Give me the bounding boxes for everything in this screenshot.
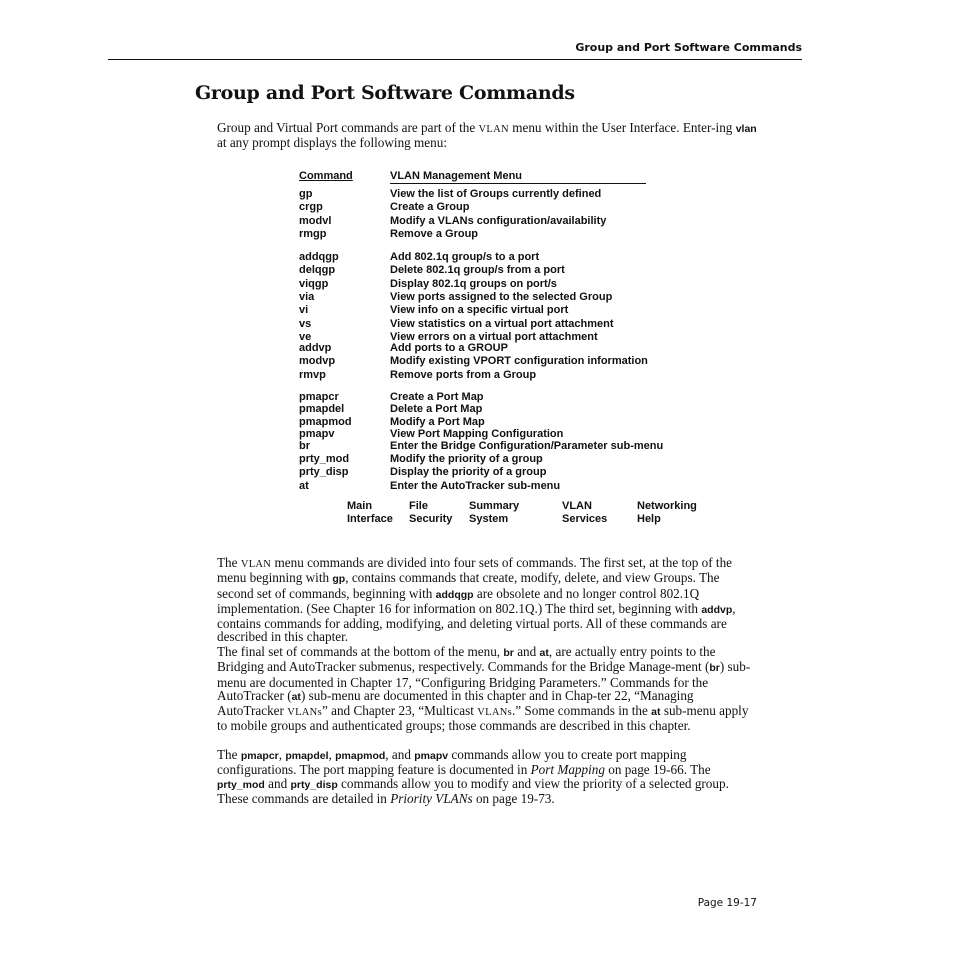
menu-description: Display the priority of a group [390,466,547,479]
bottom-menu-item [637,500,697,525]
menu-command: addvp [299,342,332,354]
cross-reference-priority-vlans: Priority VLANs [390,790,473,806]
bottom-menu-label: Networking [637,500,697,512]
text: on page 19-73. [475,790,555,806]
menu-description: View info on a specific virtual port [390,304,569,317]
menu-command: rmgp [299,227,327,240]
menu-description: Delete a Port Map [390,403,483,416]
bottom-menu-label: Services [562,512,608,525]
command-pmapcr: pmapcr [240,750,279,762]
text: and [268,775,288,791]
menu-command: via [299,290,315,303]
menu-command: modvl [299,214,332,227]
text: are obsolete and no longer control 802.1Q implementation. (See Chapter 16 for information on 802.1Q.) The third set, beginning with [217,585,700,616]
bottom-menu-label: Interface [347,512,393,525]
text: , contains commands for adding, modifying, and deleting virtual ports. All of these commands are described in this chapter. [217,600,736,645]
menu-description: Modify existing VPORT configuration information [390,355,648,368]
command-pmapdel: pmapdel [285,750,329,762]
command-gp: gp [332,573,346,586]
menu-description: View statistics on a virtual port attachment [390,317,614,330]
text: and [517,644,537,659]
menu-command: addqgp [299,251,339,263]
header-rule [108,59,802,60]
text: ) sub-menu are documented in this chapter and in Chap-ter 22, “Managing AutoTracker [217,687,694,719]
menu-command: viqgp [299,277,329,290]
text: sub-menu apply to mobile groups and authenticated groups; those commands are described in this chapter. [217,703,749,734]
menu-description: Add 802.1q group/s to a port [390,251,540,263]
menu-description: Remove a Group [390,227,479,240]
text: The [217,555,238,570]
text: The final set of commands at the bottom of the menu, [217,644,501,659]
text: Group and Virtual Port commands are part of the [217,120,476,135]
menu-description: View the list of Groups currently defined [390,188,602,200]
paragraph-submenus [217,645,757,733]
menu-description: Modify a Port Map [390,415,485,428]
menu-description: Modify a VLANs configuration/availability [390,214,607,227]
vlan-term: VLAN [478,124,509,135]
menu-description: Delete 802.1q group/s from a port [390,264,565,277]
command-prty-disp: prty_disp [290,778,338,791]
bottom-menu-label: System [469,512,509,525]
command-vlan: vlan [735,123,757,135]
menu-description: View ports assigned to the selected Group [390,290,613,303]
menu-command: ve [299,330,312,343]
command-br: br [709,662,720,675]
intro-paragraph [217,121,757,150]
page-number: Page 19-17 [697,897,757,909]
menu-command: prty_mod [299,453,350,466]
menu-header-command: Command [299,170,353,182]
bottom-menu-item [409,500,452,525]
menu-command: rmvp [299,368,326,381]
menu-command: modvp [299,355,336,368]
command-at: at [651,706,661,719]
menu-command: pmapdel [299,403,345,416]
command-at: at [291,690,301,703]
bottom-menu-item [347,500,393,525]
text: commands allow you to modify and view the priority of a selected group. These commands are detailed in [217,775,729,806]
text: ) sub-menu are documented in Chapter 17, “Configuring Bridging Parameters.” Commands for the AutoTracker ( [217,659,751,703]
bottom-menu-item [469,500,519,525]
menu-description: Display 802.1q groups on port/s [390,277,557,290]
command-addqgp: addqgp [435,588,474,601]
menu-command: br [299,440,310,453]
menu-command: crgp [299,201,323,214]
menu-description: Add ports to a GROUP [390,342,508,354]
menu-description: Enter the Bridge Configuration/Parameter sub-menu [390,440,664,453]
cross-reference-port-mapping: Port Mapping [530,762,605,778]
vlans-term: VLANs [287,707,322,719]
menu-description: Create a Group [390,201,470,214]
menu-description: Remove ports from a Group [390,368,537,381]
text: commands allow you to create port mapping configurations. The port mapping feature is documented in [217,747,687,778]
text: , [278,747,283,762]
menu-description: Modify the priority of a group [390,453,543,466]
menu-command: vs [299,317,312,330]
menu-header-title: VLAN Management Menu [390,170,646,184]
text: .” Some commands in the [511,703,648,719]
page-title: Group and Port Software Commands [195,82,575,104]
text: , contains commands that create, modify, delete, and view Groups. The second set of commands, beginning with [217,570,720,601]
command-pmapmod: pmapmod [335,750,386,762]
command-at: at [539,647,549,659]
paragraph-vlan-sets [217,556,757,644]
menu-command: pmapv [299,427,335,440]
text: , and [385,747,411,762]
menu-command: at [299,480,309,492]
bottom-menu-item [562,500,607,525]
vlans-term: VLANs [477,707,512,719]
bottom-menu-label: File [409,500,428,512]
menu-command: pmapcr [299,391,339,403]
bottom-menu-label: VLAN [562,500,592,512]
text: menu commands are divided into four sets of commands. The first set, at the top of the menu beginning with [217,555,733,586]
text: menu within the User Interface. Enter-ing [512,120,733,135]
command-addvp: addvp [701,603,733,616]
text: on page 19-66. The [608,762,711,778]
text: The [217,747,238,762]
command-br: br [503,647,514,659]
running-header: Group and Port Software Commands [575,41,802,54]
text: , are actually entry points to the Bridging and AutoTracker submenus, respectively. Commands for the Bridge Manage-ment ( [217,644,716,675]
menu-description: View Port Mapping Configuration [390,427,564,440]
command-prty-mod: prty_mod [217,778,265,791]
command-pmapv: pmapv [414,750,449,762]
menu-command: gp [299,188,313,200]
bottom-menu-label: Security [409,512,453,525]
menu-description: Create a Port Map [390,391,484,403]
vlan-term: VLAN [240,559,272,570]
menu-command: delqgp [299,264,336,277]
menu-description: Enter the AutoTracker sub-menu [390,480,561,492]
bottom-menu-label: Main [347,500,373,512]
text: at any prompt displays the following menu: [217,135,448,151]
text: ” and Chapter 23, “Multicast [321,703,474,719]
menu-command: vi [299,304,309,317]
bottom-menu-label: Help [637,512,661,525]
menu-command: pmapmod [299,415,352,428]
text: , [328,747,332,762]
paragraph-port-mapping [217,748,757,805]
bottom-menu-label: Summary [469,500,520,512]
menu-command: prty_disp [299,466,349,479]
menu-description: View errors on a virtual port attachment [390,330,598,343]
